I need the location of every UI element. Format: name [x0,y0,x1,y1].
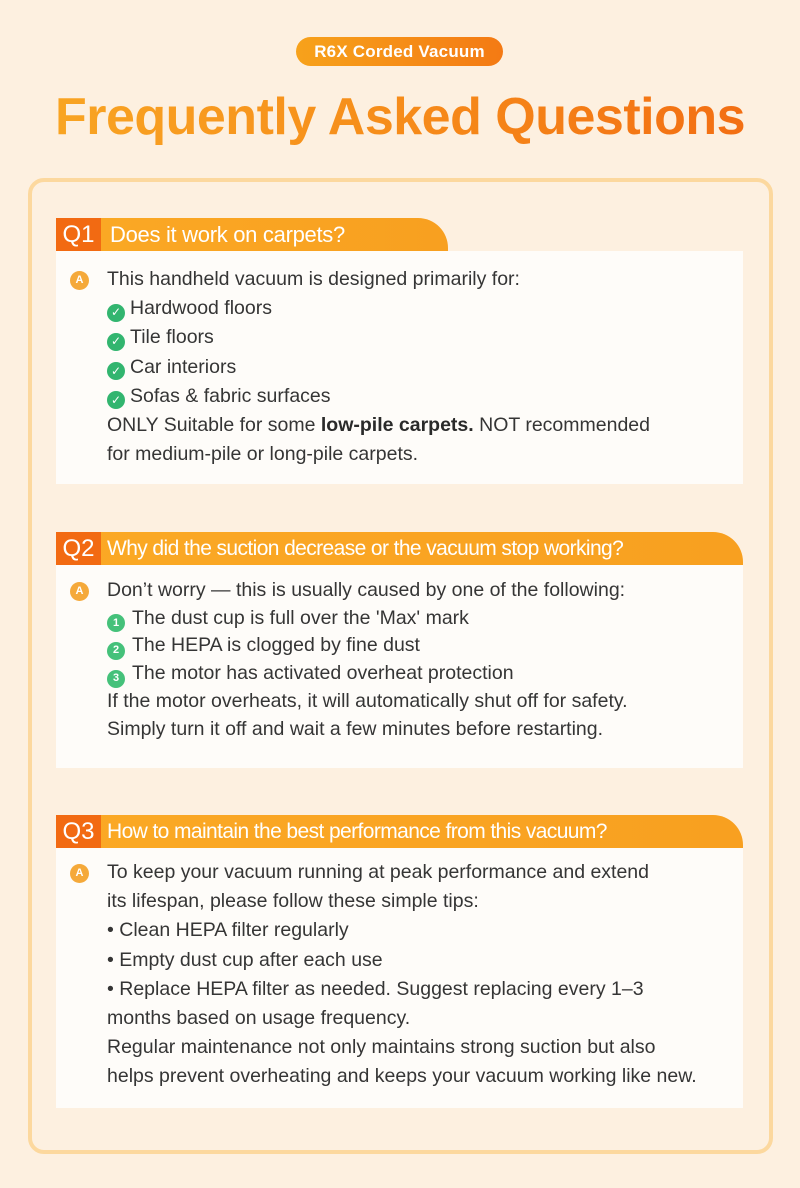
answer-marker-icon: A [70,271,89,290]
list-item: ✓ Tile floors [107,323,743,352]
answer-note: ONLY Suitable for some low-pile carpets. NOT recommended [107,414,650,437]
list-item: 2 The HEPA is clogged by fine dust [107,632,743,660]
list-item: • Empty dust cup after each use [107,948,383,971]
number-3-icon: 3 [107,670,125,688]
answer-marker-icon: A [70,582,89,601]
question-text: Does it work on carpets? [110,221,345,247]
question-number: Q2 [56,532,101,565]
answer-intro: Don’t worry — this is usually caused by one of the following: [107,579,626,601]
answer-text: helps prevent overheating and keeps your vacuum working like new. [107,1065,697,1088]
answer-text: Regular maintenance not only maintains strong suction but also [107,1036,656,1059]
list-item: 1 The dust cup is full over the 'Max' mark [107,605,743,633]
check-circle-icon: ✓ [107,391,125,409]
question-header [56,532,743,565]
question-text: Why did the suction decrease or the vacuum stop working? [107,536,624,560]
list-item: ✓ Hardwood floors [107,294,743,323]
faq-item-q2 [56,532,743,768]
answer-note: Simply turn it off and wait a few minutes before restarting. [107,717,604,740]
answer-text: months based on usage frequency. [107,1007,411,1030]
answer-body [56,848,743,1108]
list-item: ✓ Car interiors [107,353,743,382]
question-text: How to maintain the best performance from this vacuum? [107,819,607,843]
answer-intro: This handheld vacuum is designed primarily for: [107,268,520,290]
answer-body [56,251,743,484]
number-1-icon: 1 [107,614,125,632]
faq-item-q1 [56,218,743,484]
question-number: Q3 [56,815,101,848]
page-title: Frequently Asked Questions [0,84,800,150]
answer-note: If the motor overheats, it will automatically shut off for safety. [107,689,628,712]
check-circle-icon: ✓ [107,304,125,322]
list-item: ✓ Sofas & fabric surfaces [107,382,743,411]
answer-note: for medium-pile or long-pile carpets. [107,443,419,466]
answer-text: To keep your vacuum running at peak performance and extend [107,861,650,883]
product-badge: R6X Corded Vacuum [296,37,503,66]
check-circle-icon: ✓ [107,362,125,380]
list-item: • Clean HEPA filter regularly [107,919,349,942]
faq-item-q3 [56,815,743,1108]
list-item: 3 The motor has activated overheat protection [107,660,743,688]
answer-marker-icon: A [70,864,89,883]
answer-text: its lifespan, please follow these simple tips: [107,890,479,913]
highlight-text: low-pile carpets. [320,414,474,437]
check-circle-icon: ✓ [107,333,125,351]
question-header [56,815,743,848]
answer-body [56,565,743,768]
list-item: • Replace HEPA filter as needed. Suggest replacing every 1–3 [107,977,644,1000]
question-header [56,218,448,251]
question-number: Q1 [56,218,101,251]
number-2-icon: 2 [107,642,125,660]
